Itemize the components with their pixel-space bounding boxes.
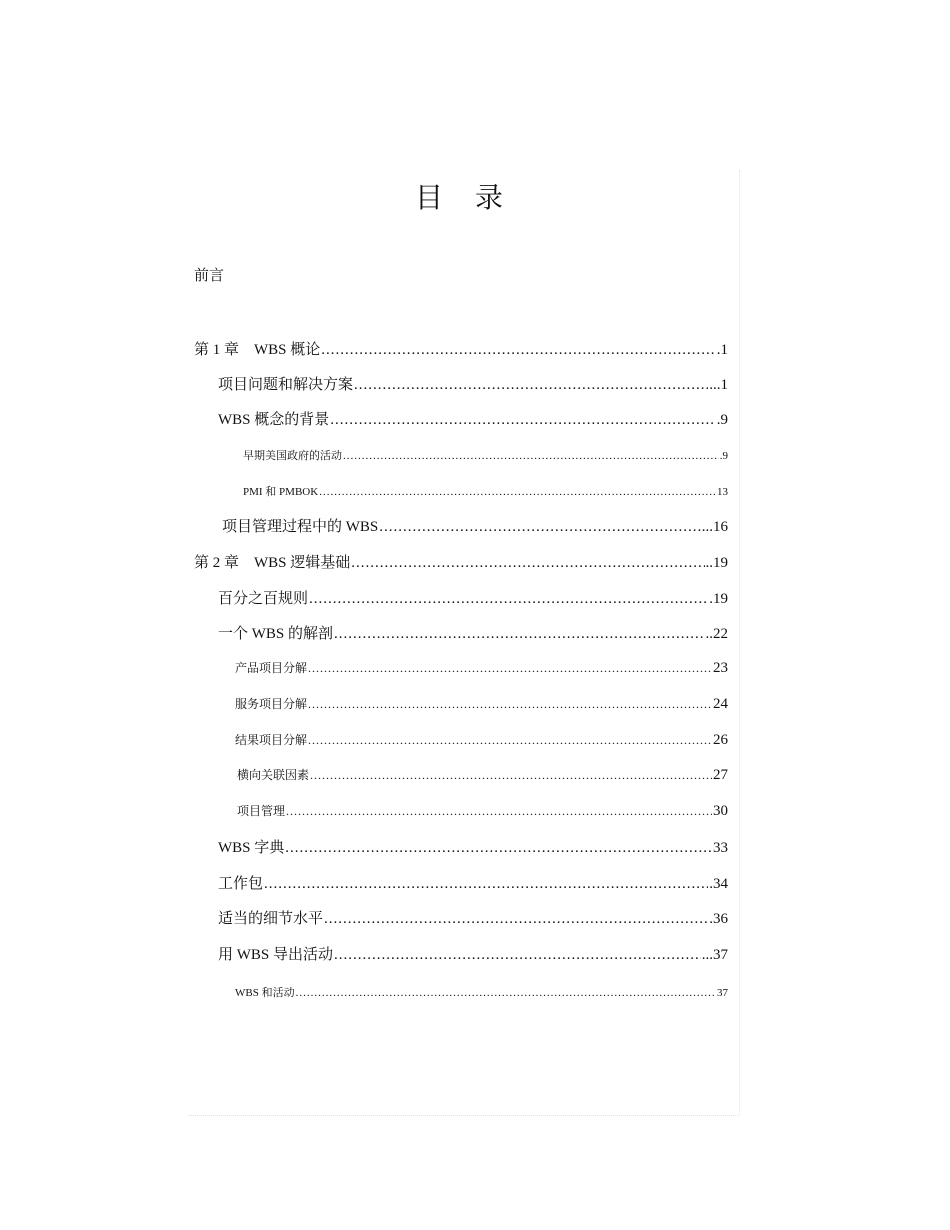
toc-entry-label: 产品项目分解 (235, 661, 308, 675)
toc-entry-label: 结果项目分解 (235, 733, 308, 747)
toc-entry[interactable] (237, 802, 728, 820)
toc-entry-page: ...37 (701, 947, 728, 963)
leader-dots (351, 555, 704, 572)
toc-entry-label: 服务项目分解 (235, 697, 308, 711)
toc-entry-label: 项目问题和解决方案 (218, 377, 354, 393)
toc-entry-page: ...1 (709, 377, 728, 393)
toc-entry[interactable] (235, 731, 728, 749)
leader-dots (286, 804, 712, 819)
toc-entry-label: PMI 和 PMBOK (243, 486, 319, 498)
toc-preface: 前言 (194, 268, 225, 284)
leader-dots (285, 840, 712, 857)
toc-entry-chapter-2[interactable] (194, 551, 728, 572)
toc-entry-page: .34 (709, 876, 728, 892)
toc-entry-page: .9 (716, 412, 728, 428)
toc-entry[interactable] (218, 872, 728, 893)
toc-entry[interactable] (218, 408, 728, 429)
toc-entry-page: 33 (713, 840, 728, 856)
toc-entry-page: 37 (717, 987, 728, 999)
toc-entry-page: .1 (716, 342, 728, 358)
toc-entry-label: 工作包 (218, 876, 264, 892)
leader-dots (309, 591, 708, 608)
toc-entry-label: 用 WBS 导出活动 (218, 947, 334, 963)
leader-dots (354, 377, 708, 394)
toc-entry-page: 30 (713, 803, 728, 819)
toc-entry-page: ..19 (705, 555, 728, 571)
toc-entry-page: 26 (713, 732, 728, 748)
leader-dots (324, 911, 708, 928)
leader-dots (334, 626, 704, 643)
toc-entry[interactable] (243, 447, 728, 463)
toc-entry[interactable] (218, 373, 728, 394)
toc-entry[interactable] (218, 907, 728, 928)
toc-entry-label: 早期美国政府的活动 (243, 450, 342, 462)
toc-entry-label: 第 1 章 WBS 概论 (194, 342, 321, 358)
leader-dots (319, 486, 716, 498)
toc-entry-page: 23 (713, 660, 728, 676)
toc-entry[interactable] (222, 515, 728, 536)
toc-entry-page: 13 (717, 486, 728, 498)
toc-entry[interactable] (235, 695, 728, 713)
toc-entry-label: 适当的细节水平 (218, 911, 324, 927)
toc-entry[interactable] (235, 984, 728, 1000)
toc-entry-page: .36 (709, 911, 728, 927)
leader-dots (264, 876, 708, 893)
leader-dots (321, 342, 715, 359)
toc-entry[interactable] (237, 766, 728, 784)
toc-entry-label: WBS 字典 (218, 840, 285, 856)
toc-entry-page: 27 (713, 767, 728, 783)
toc-entry-page: ...16 (701, 519, 728, 535)
toc-entry-label: WBS 概念的背景 (218, 412, 330, 428)
leader-dots (308, 733, 712, 748)
leader-dots (308, 661, 712, 676)
leader-dots (308, 697, 712, 712)
toc-entry-label: 第 2 章 WBS 逻辑基础 (194, 555, 351, 571)
leader-dots (310, 768, 712, 783)
toc-entry[interactable] (235, 659, 728, 677)
toc-entry-page: 24 (713, 696, 728, 712)
toc-entry-page: ..22 (705, 626, 728, 642)
leader-dots (379, 519, 700, 536)
toc-entry[interactable] (218, 587, 728, 608)
toc-entry-label: 横向关联因素 (237, 768, 310, 782)
toc-entry-label: WBS 和活动 (235, 987, 295, 999)
leader-dots (343, 450, 719, 462)
toc-entry[interactable] (243, 483, 728, 499)
toc-entry-label: 项目管理 (237, 804, 286, 818)
toc-entry-page: .9 (719, 450, 728, 462)
leader-dots (330, 412, 715, 429)
toc-entry-chapter-1[interactable] (194, 338, 728, 359)
toc-entry-label: 百分之百规则 (218, 591, 309, 607)
toc-entry[interactable] (218, 836, 728, 857)
toc-entry-label: 一个 WBS 的解剖 (218, 626, 334, 642)
toc-entry[interactable] (218, 943, 728, 964)
page-title: 目 录 (414, 183, 505, 214)
toc-entry-label: 项目管理过程中的 WBS (222, 519, 379, 535)
toc-entry-page: .19 (709, 591, 728, 607)
leader-dots (334, 947, 701, 964)
leader-dots (296, 987, 716, 999)
toc-entry[interactable] (218, 622, 728, 643)
